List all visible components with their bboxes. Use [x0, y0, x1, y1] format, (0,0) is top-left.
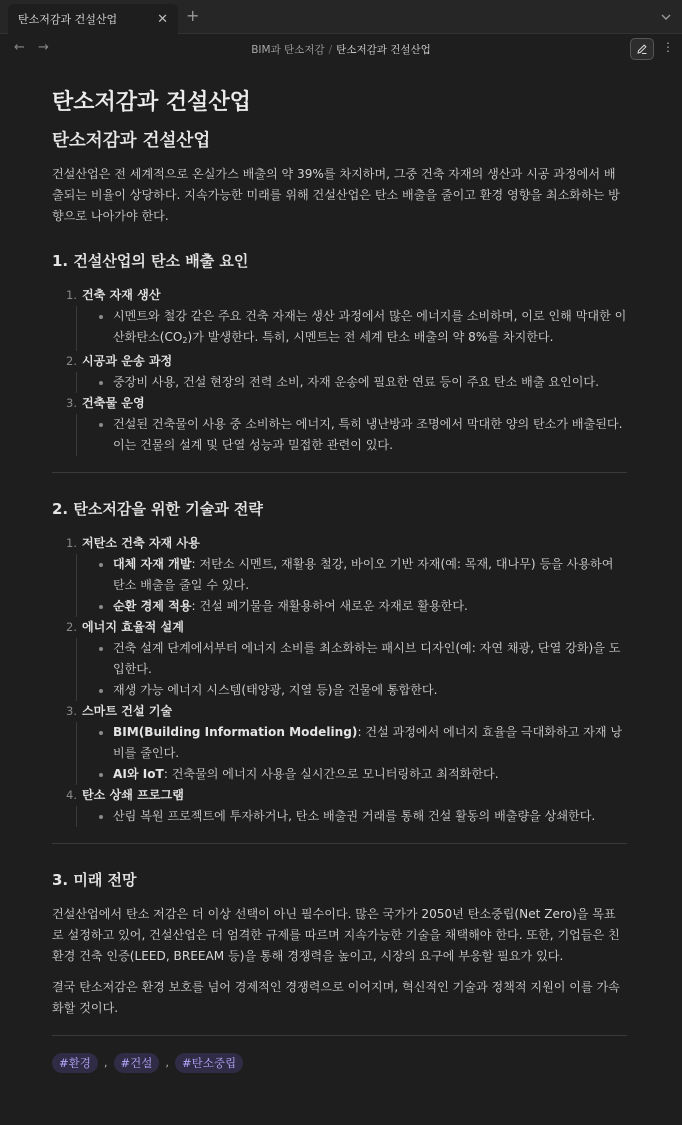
bullet-item: 순환 경제 적용: 건설 폐기물을 재활용하여 새로운 자재로 활용한다.: [77, 596, 627, 617]
bullet-item: 건설된 건축물이 사용 중 소비하는 에너지, 특히 냉난방과 조명에서 막대한 양의 탄소가 배출된다. 이는 건물의 설계 및 단열 성능과 밀접한 관련이 있다.: [77, 414, 627, 456]
list-item-title: 탄소 상쇄 프로그램: [82, 788, 184, 802]
list-item: [66, 701, 627, 785]
tab-active[interactable]: [8, 4, 178, 34]
list-item-title: 에너지 효율적 설계: [82, 620, 184, 634]
subscript: 2: [182, 336, 188, 345]
breadcrumb-parent[interactable]: BIM과 탄소저감: [251, 44, 325, 56]
bullet-item: 산림 복원 프로젝트에 투자하거나, 탄소 배출권 거래를 통해 건설 활동의 배출량을 상쇄한다.: [77, 806, 627, 827]
bullet-item: 건축 설계 단계에서부터 에너지 소비를 최소화하는 패시브 디자인(예: 자연 채광, 단열 강화)을 도입한다.: [77, 638, 627, 680]
list-item-title: 건축 자재 생산: [82, 288, 161, 302]
close-icon[interactable]: ✕: [157, 11, 168, 27]
tag-separator: ,: [165, 1055, 170, 1069]
list-number: 2.: [66, 620, 77, 634]
tag[interactable]: #환경: [52, 1053, 98, 1073]
section-1-heading: 1. 건설산업의 탄소 배출 요인: [52, 252, 249, 270]
nav-bar: [0, 34, 682, 64]
list-item: [66, 351, 627, 393]
intro-paragraph: 건설산업은 전 세계적으로 온실가스 배출의 약 39%를 차지하며, 그중 건축 자재의 생산과 시공 과정에서 배출되는 비율이 상당하다. 지속가능한 미래를 위해 건설산업은 탄소 배출을 줄이고 환경 영향을 최소화하는 방향으로 나아가야 한다.: [52, 167, 620, 223]
bullet-list: [76, 306, 627, 351]
divider: [52, 843, 627, 844]
tag[interactable]: #건설: [114, 1053, 160, 1073]
document-body: [52, 88, 627, 1073]
paragraph: 건설산업에서 탄소 저감은 더 이상 선택이 아닌 필수이다. 많은 국가가 2050년 탄소중립(Net Zero)을 목표로 설정하고 있어, 건설산업은 더 엄격한 규제를 따르며 지속가능한 기술을 채택해야 한다. 또한, 기업들은 친환경 건축 인증(LEED, BREEAM 등)을 통해 경쟁력을 높이고, 시장의 요구에 부응할 필요가 있다.: [52, 907, 620, 963]
divider: [52, 1035, 627, 1036]
list-item-title: 스마트 건설 기술: [82, 704, 173, 718]
bullet-item: 중장비 사용, 건설 현장의 전력 소비, 자재 운송에 필요한 연료 등이 주요 탄소 배출 요인이다.: [77, 372, 627, 393]
list-item: [66, 617, 627, 701]
list-number: 1.: [66, 536, 77, 550]
divider: [52, 472, 627, 473]
bullet-list: [76, 806, 627, 827]
bullet-list: [76, 372, 627, 393]
section-2-list: [66, 533, 627, 827]
list-number: 3.: [66, 704, 77, 718]
list-item-title: 시공과 운송 과정: [82, 354, 173, 368]
tag-separator: ,: [103, 1055, 108, 1069]
back-arrow-icon[interactable]: ←: [14, 40, 25, 55]
chevron-down-icon[interactable]: [660, 8, 672, 27]
forward-arrow-icon[interactable]: →: [38, 40, 49, 55]
bullet-list: [76, 638, 627, 701]
section-1-list: [66, 285, 627, 456]
bullet-list: [76, 414, 627, 456]
edit-button[interactable]: [630, 38, 654, 60]
bullet-item: 대체 자재 개발: 저탄소 시멘트, 재활용 철강, 바이오 기반 자재(예: 목재, 대나무) 등을 사용하여 탄소 배출을 줄일 수 있다.: [77, 554, 627, 596]
section-2-heading: 2. 탄소저감을 위한 기술과 전략: [52, 500, 263, 518]
list-number: 2.: [66, 354, 77, 368]
list-number: 1.: [66, 288, 77, 302]
main-heading: 탄소저감과 건설산업: [52, 131, 211, 151]
bullet-list: [76, 554, 627, 617]
bullet-list: [76, 722, 627, 785]
tag-list: [52, 1052, 627, 1073]
bullet-item: AI와 IoT: 건축물의 에너지 사용을 실시간으로 모니터링하고 최적화한다.: [77, 764, 627, 785]
bullet-item: BIM(Building Information Modeling): 건설 과정에서 에너지 효율을 극대화하고 자재 낭비를 줄인다.: [77, 722, 627, 764]
page-title: 탄소저감과 건설산업: [52, 90, 251, 115]
list-item-title: 저탄소 건축 자재 사용: [82, 536, 200, 550]
list-item: [66, 533, 627, 617]
tab-title[interactable]: 탄소저감과 건설산업: [18, 13, 118, 26]
list-number: 4.: [66, 788, 77, 802]
paragraph: 결국 탄소저감은 환경 보호를 넘어 경제적인 경쟁력으로 이어지며, 혁신적인 기술과 정책적 지원이 이를 가속화할 것이다.: [52, 980, 620, 1015]
breadcrumb-current[interactable]: 탄소저감과 건설산업: [336, 44, 431, 56]
list-item: [66, 393, 627, 456]
tag[interactable]: #탄소중립: [175, 1053, 243, 1073]
breadcrumb-separator: /: [328, 44, 333, 56]
list-item-title: 건축물 운영: [82, 396, 145, 410]
list-number: 3.: [66, 396, 77, 410]
bullet-item: 시멘트와 철강 같은 주요 건축 자재는 생산 과정에서 많은 에너지를 소비하며, 이로 인해 막대한 이산화탄소$(CO_2)$가 발생한다. 특히, 시멘트는 전 세계 탄소 배출의 약 8%를 차지한다.: [77, 306, 627, 351]
pencil-icon: [636, 43, 648, 55]
more-options-icon[interactable]: ⋮: [662, 40, 674, 54]
list-item: [66, 285, 627, 351]
breadcrumb: [0, 42, 682, 57]
list-item: [66, 785, 627, 827]
bullet-item: 재생 가능 에너지 시스템(태양광, 지열 등)을 건물에 통합한다.: [77, 680, 627, 701]
section-3-heading: 3. 미래 전망: [52, 871, 137, 889]
new-tab-icon[interactable]: +: [186, 6, 200, 25]
tab-bar: [0, 0, 682, 34]
